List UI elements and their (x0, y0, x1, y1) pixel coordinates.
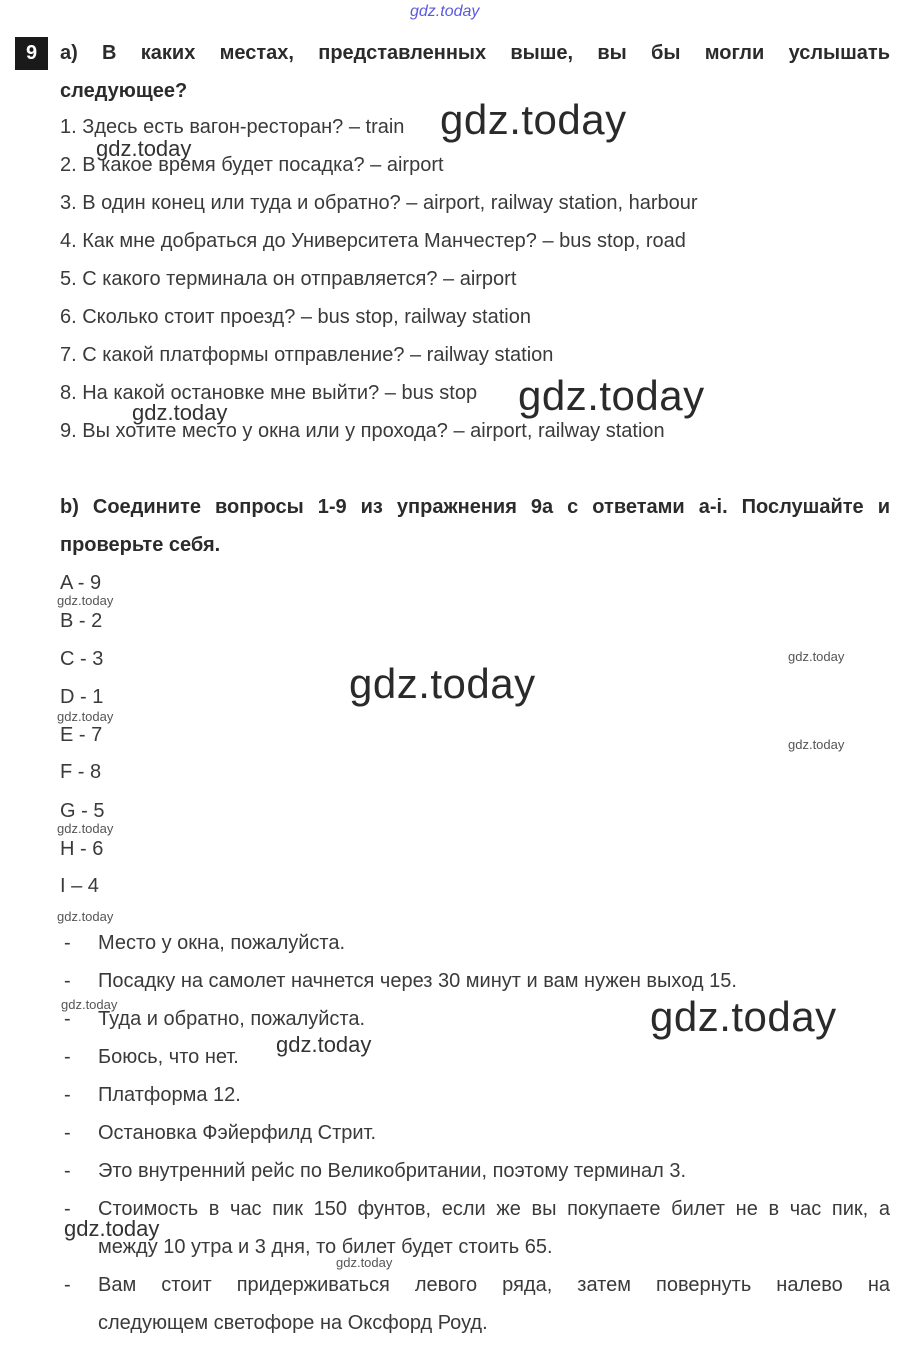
answer-item: Туда и обратно, пожалуйста. (98, 1008, 366, 1030)
match-pair: B - 2 (60, 610, 103, 632)
list-bullet: - (64, 1160, 71, 1182)
part-a-item: 2. В какое время будет посадка? – airport (60, 154, 444, 176)
part-a-heading: a) В каких местах, представленных выше, вы бы могли услышать (60, 42, 890, 64)
match-pair: C - 3 (60, 648, 104, 670)
answer-item: Стоимость в час пик 150 фунтов, если же вы покупаете билет не в час пик, а (98, 1198, 890, 1220)
match-pair: A - 9 (60, 572, 102, 594)
answer-item: Посадку на самолет начнется через 30 минут и вам нужен выход 15. (98, 970, 737, 992)
list-bullet: - (64, 932, 71, 954)
match-pair: E - 7 (60, 724, 103, 746)
watermark: gdz.today (788, 649, 845, 664)
part-a-item: 6. Сколько стоит проезд? – bus stop, railway station (60, 306, 531, 328)
part-a-item: 8. На какой остановке мне выйти? – bus stop (60, 382, 478, 404)
part-a-item: 1. Здесь есть вагон-ресторан? – train (60, 116, 405, 138)
answer-item-continued: следующем светофоре на Оксфорд Роуд. (98, 1312, 488, 1334)
list-bullet: - (64, 1274, 71, 1296)
part-a-heading-continued: следующее? (60, 80, 188, 102)
exercise-number-badge: 9 (15, 37, 48, 70)
answer-item: Место у окна, пожалуйста. (98, 932, 346, 954)
watermark: gdz.today (96, 136, 192, 161)
list-bullet: - (64, 1198, 71, 1220)
answer-item: Это внутренний рейс по Великобритании, поэтому терминал 3. (98, 1160, 687, 1182)
watermark: gdz.today (518, 372, 705, 419)
part-a-item: 5. С какого терминала он отправляется? – airport (60, 268, 517, 290)
watermark: gdz.today (57, 709, 114, 724)
list-bullet: - (64, 1084, 71, 1106)
watermark: gdz.today (349, 660, 536, 707)
part-b-heading: b) Соедините вопросы 1-9 из упражнения 9а с ответами a-i. Послушайте и (60, 496, 890, 518)
answer-item: Платформа 12. (98, 1084, 241, 1106)
part-a-item: 9. Вы хотите место у окна или у прохода? – airport, railway station (60, 420, 665, 442)
list-bullet: - (64, 970, 71, 992)
match-pair: I – 4 (60, 875, 99, 897)
list-bullet: - (64, 1122, 71, 1144)
watermark: gdz.today (276, 1032, 372, 1057)
list-bullet: - (64, 1046, 71, 1068)
watermark-top: gdz.today (410, 3, 480, 20)
watermark: gdz.today (57, 909, 114, 924)
part-b-heading-continued: проверьте себя. (60, 534, 221, 556)
watermark: gdz.today (650, 993, 837, 1040)
answer-item: Остановка Фэйерфилд Стрит. (98, 1122, 377, 1144)
part-a-item: 4. Как мне добраться до Университета Манчестер? – bus stop, road (60, 230, 686, 252)
watermark: gdz.today (336, 1255, 393, 1270)
watermark: gdz.today (440, 96, 627, 143)
answer-item-continued: между 10 утра и 3 дня, то билет будет стоить 65. (98, 1236, 553, 1258)
watermark: gdz.today (61, 997, 118, 1012)
watermark: gdz.today (788, 737, 845, 752)
answer-item: Вам стоит придерживаться левого ряда, затем повернуть налево на (98, 1274, 890, 1296)
match-pair: D - 1 (60, 686, 104, 708)
match-pair: F - 8 (60, 761, 102, 783)
answer-item: Боюсь, что нет. (98, 1046, 239, 1068)
match-pair: G - 5 (60, 800, 105, 822)
watermark: gdz.today (132, 400, 228, 425)
part-a-item: 3. В один конец или туда и обратно? – airport, railway station, harbour (60, 192, 698, 214)
watermark: gdz.today (64, 1216, 160, 1241)
watermark: gdz.today (57, 821, 114, 836)
part-a-item: 7. С какой платформы отправление? – railway station (60, 344, 554, 366)
list-bullet: - (64, 1008, 71, 1030)
watermark: gdz.today (57, 593, 114, 608)
match-pair: H - 6 (60, 838, 104, 860)
